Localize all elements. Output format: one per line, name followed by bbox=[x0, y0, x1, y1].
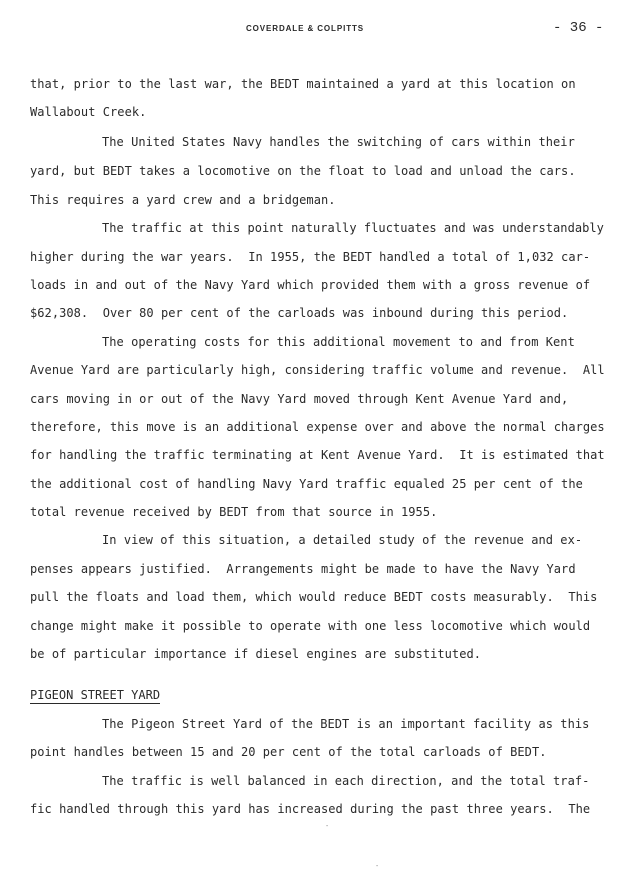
text-line: loads in and out of the Navy Yard which provided them with a gross revenue of bbox=[30, 278, 591, 292]
text-line: cars moving in or out of the Navy Yard moved through Kent Avenue Yard and, bbox=[30, 392, 569, 406]
text-line: pull the floats and load them, which would reduce BEDT costs measurably. This bbox=[30, 590, 598, 604]
page-number: - 36 - bbox=[553, 20, 604, 36]
text-line: that, prior to the last war, the BEDT maintained a yard at this location on bbox=[30, 77, 576, 91]
text-line: the additional cost of handling Navy Yard traffic equaled 25 per cent of the bbox=[30, 477, 583, 491]
scan-speck: - bbox=[325, 822, 330, 830]
section-heading: PIGEON STREET YARD bbox=[30, 688, 161, 702]
text-line: total revenue received by BEDT from that source in 1955. bbox=[30, 505, 438, 519]
text-line: The operating costs for this additional movement to and from Kent bbox=[102, 335, 575, 349]
text-line: higher during the war years. In 1955, the BEDT handled a total of 1,032 car- bbox=[30, 250, 591, 264]
text-line: yard, but BEDT takes a locomotive on the float to load and unload the cars. bbox=[30, 164, 576, 178]
text-line: change might make it possible to operate with one less locomotive which would bbox=[30, 619, 591, 633]
text-line: Wallabout Creek. bbox=[30, 105, 147, 119]
scan-speck: - bbox=[375, 862, 380, 870]
page-header bbox=[0, 20, 625, 40]
firm-name: COVERDALE & COLPITTS bbox=[246, 24, 365, 33]
text-line: fic handled through this yard has increased during the past three years. The bbox=[30, 802, 591, 816]
text-line: Avenue Yard are particularly high, considering traffic volume and revenue. All bbox=[30, 363, 605, 377]
text-line: In view of this situation, a detailed study of the revenue and ex- bbox=[102, 533, 583, 547]
text-line: The Pigeon Street Yard of the BEDT is an important facility as this bbox=[102, 717, 590, 731]
text-line: point handles between 15 and 20 per cent of the total carloads of BEDT. bbox=[30, 745, 547, 759]
text-line: The United States Navy handles the switching of cars within their bbox=[102, 135, 575, 149]
text-line: The traffic is well balanced in each direction, and the total traf- bbox=[102, 774, 590, 788]
text-line: therefore, this move is an additional expense over and above the normal charges bbox=[30, 420, 605, 434]
text-line: The traffic at this point naturally fluctuates and was understandably bbox=[102, 221, 604, 235]
text-line: $62,308. Over 80 per cent of the carloads was inbound during this period. bbox=[30, 306, 569, 320]
text-line: for handling the traffic terminating at Kent Avenue Yard. It is estimated that bbox=[30, 448, 605, 462]
text-line: This requires a yard crew and a bridgeman. bbox=[30, 193, 336, 207]
text-line: be of particular importance if diesel engines are substituted. bbox=[30, 647, 482, 661]
text-line: penses appears justified. Arrangements might be made to have the Navy Yard bbox=[30, 562, 576, 576]
